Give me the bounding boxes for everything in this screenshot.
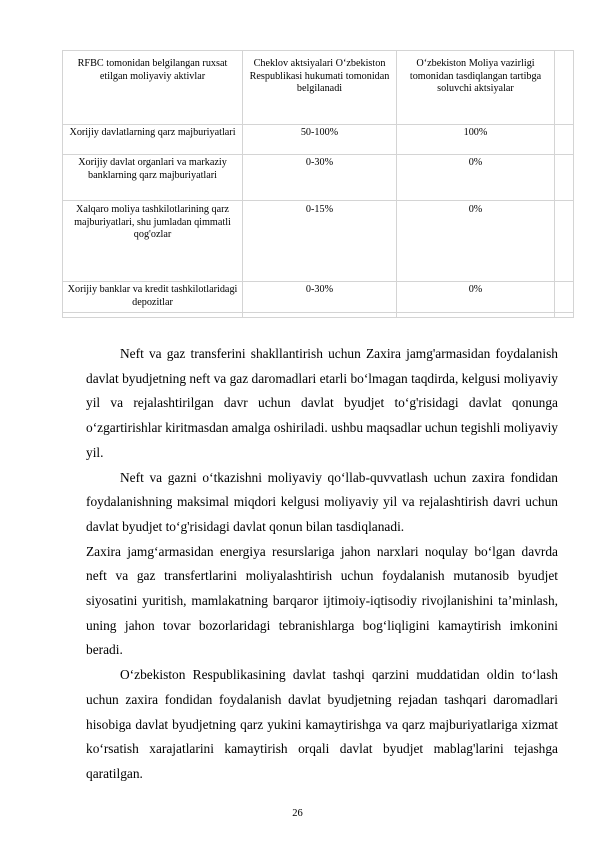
header-cell-limits: Cheklov aktsiyalari O‘zbekiston Respublikasi hukumati tomonidan belgilanadi [243, 51, 397, 125]
empty-cell [555, 282, 574, 313]
limit-cell: 50-100% [243, 125, 397, 155]
table-spacer-row [63, 313, 574, 318]
header-cell-assets: RFBC tomonidan belgilangan ruxsat etilgan moliyaviy aktivlar [63, 51, 243, 125]
table-row [63, 155, 574, 201]
asset-cell: Xalqaro moliya tashkilotlarining qarz majburiyatlari, shu jumladan qimmatli qog'ozlar [63, 201, 243, 282]
body-text [86, 342, 558, 787]
reserve-fund-assets-table [62, 50, 574, 318]
table-row [63, 125, 574, 155]
regulatory-cell: 0% [397, 155, 555, 201]
paragraph: Neft va gazni o‘tkazishni moliyaviy qo‘llab-quvvatlash uchun zaxira fondidan foydalanishning maksimal miqdori kelgusi moliyaviy yil va rejalashtirish davri uchun davlat byudjet to‘g'risidagi davlat qonun bilan tasdiqlanadi. [86, 469, 558, 534]
table-row [63, 282, 574, 313]
page-number: 26 [292, 808, 303, 819]
empty-cell [555, 155, 574, 201]
regulatory-cell: 0% [397, 282, 555, 313]
header-cell-empty [555, 51, 574, 125]
regulatory-cell: 0% [397, 201, 555, 282]
limit-cell: 0-30% [243, 282, 397, 313]
asset-cell: Xorijiy banklar va kredit tashkilotlaridagi depozitlar [63, 282, 243, 313]
paragraph: Neft va gaz transferini shakllantirish uchun Zaxira jamg'armasidan foydalanish davlat byudjetning neft va gaz daromadlari etarli bo‘lmagan taqdirda, kelgusi moliyaviy yil va rejalashtirilgan davr uchun davlat byudjet to‘g'risidagi davlat qonunga o‘zgartirishlar kiritmasdan amalga oshiriladi. ushbu maqsadlar uchun tegishli moliyaviy yil. [86, 346, 558, 460]
paragraph: O‘zbekiston Respublikasining davlat tashqi qarzini muddatidan oldin to‘lash uchun zaxira fondidan foydalanish davlat byudjetning rejadan tashqari daromadlari hisobiga davlat byudjetning qarz yukini kamaytirishga va qarz majburiyatlariga xizmat ko‘rsatish xarajatlarini kamaytirish orqali davlat byudjet mablag'larini tejashga qaratilgan. [86, 667, 558, 781]
empty-cell [555, 125, 574, 155]
table-header-row [63, 51, 574, 125]
asset-cell: Xorijiy davlatlarning qarz majburiyatlari [63, 125, 243, 155]
asset-cell: Xorijiy davlat organlari va markaziy banklarning qarz majburiyatlari [63, 155, 243, 201]
header-cell-regulatory: O‘zbekiston Moliya vazirligi tomonidan tasdiqlangan tartibga soluvchi aktsiyalar [397, 51, 555, 125]
regulatory-cell: 100% [397, 125, 555, 155]
limit-cell: 0-30% [243, 155, 397, 201]
paragraph: Zaxira jamg‘armasidan energiya resurslariga jahon narxlari noqulay bo‘lgan davrda neft va gaz transfertlarini moliyalashtirish uchun foydalanish mutanosib byudjet siyosatini yuritish, mamlakatning barqaror ijtimoiy-iqtisodiy rivojlanishini ta’minlash, uning jahon tovar bozorlaridagi tebranishlarga bog‘liqligini kamaytirish imkonini beradi. [86, 543, 558, 658]
empty-cell [555, 201, 574, 282]
table-row [63, 201, 574, 282]
limit-cell: 0-15% [243, 201, 397, 282]
